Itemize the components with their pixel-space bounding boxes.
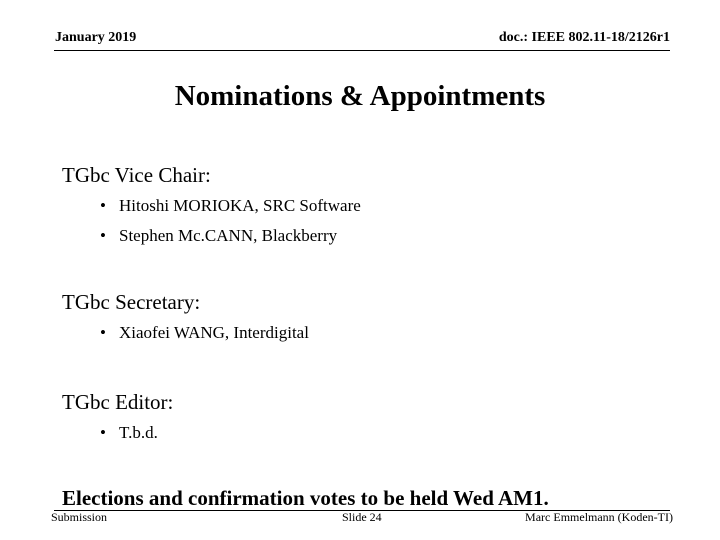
section-heading-secretary: TGbc Secretary:	[62, 290, 201, 314]
footer-slide-number: Slide 24	[342, 510, 382, 524]
closing-statement: Elections and confirmation votes to be held Wed AM1.	[62, 486, 549, 510]
list-item	[100, 323, 309, 343]
list-item-text: Hitoshi MORIOKA, SRC Software	[119, 196, 361, 215]
header-divider	[54, 50, 670, 51]
bullet-icon: •	[100, 323, 106, 342]
bullet-icon: •	[100, 226, 106, 245]
list-item	[100, 423, 158, 443]
bullet-icon: •	[100, 423, 106, 442]
bullet-icon: •	[100, 196, 106, 215]
header-doc-id: doc.: IEEE 802.11-18/2126r1	[498, 30, 670, 45]
footer-author: Marc Emmelmann (Koden-TI)	[525, 510, 673, 524]
section-heading-vice-chair: TGbc Vice Chair:	[62, 163, 211, 187]
slide-title: Nominations & Appointments	[174, 80, 546, 112]
section-heading-editor: TGbc Editor:	[62, 390, 174, 414]
list-item-text: Stephen Mc.CANN, Blackberry	[119, 226, 338, 245]
list-item-text: T.b.d.	[119, 423, 158, 442]
footer-submission: Submission	[51, 510, 108, 524]
list-item	[100, 226, 337, 246]
list-item-text: Xiaofei WANG, Interdigital	[119, 323, 309, 342]
list-item	[100, 196, 361, 216]
header-date: January 2019	[55, 30, 137, 45]
